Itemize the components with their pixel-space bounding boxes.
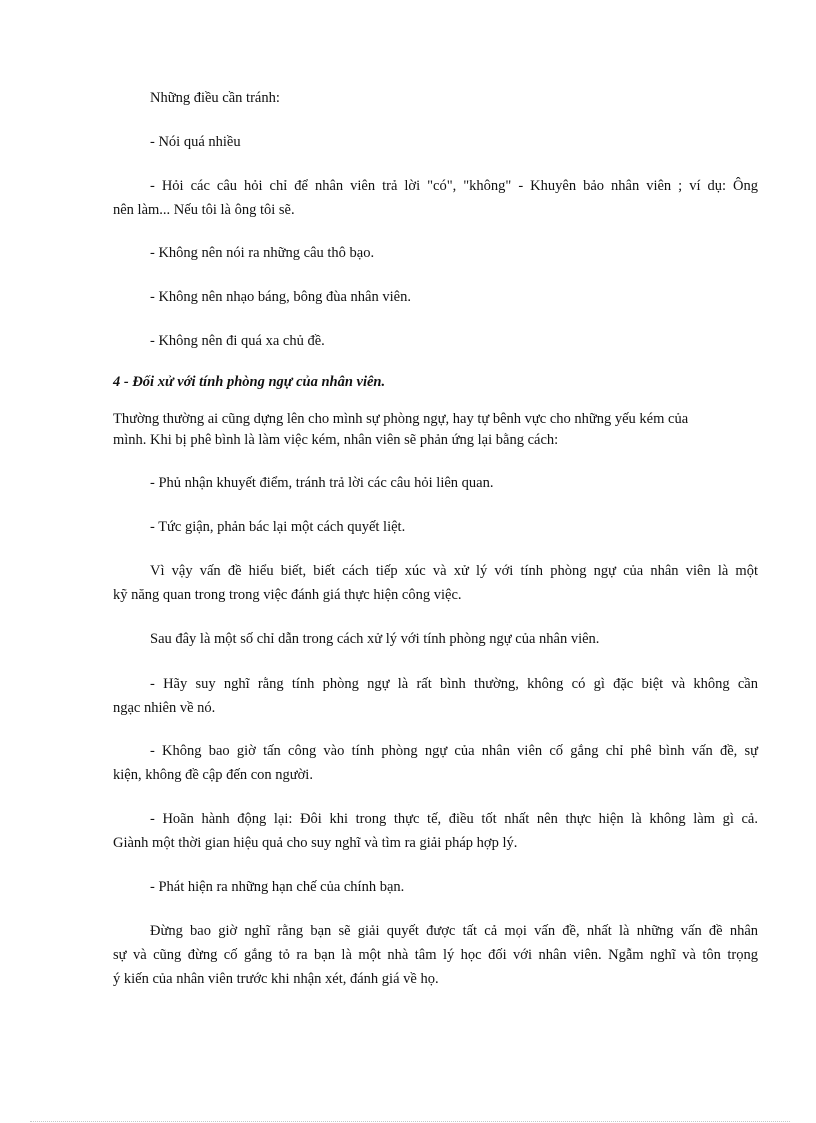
guide-item-3-line-1: - Hoãn hành động lại: Đôi khi trong thực tế, điều tốt nhất nên thực hiện là không làm gì cả.	[150, 811, 758, 827]
skill-paragraph-line-2: kỹ năng quan trong trong việc đánh giá thực hiện công việc.	[113, 587, 462, 603]
reaction-item-2: - Tức giận, phản bác lại một cách quyết liệt.	[150, 519, 406, 535]
avoid-item-2-line-2: nên làm... Nếu tôi là ông tôi sẽ.	[113, 202, 295, 218]
section-intro-line-1: Thường thường ai cũng dựng lên cho mình sự phòng ngự, hay tự bênh vực cho những yếu kém của	[113, 411, 689, 427]
avoid-item-1: - Nói quá nhiều	[150, 134, 241, 150]
guide-item-1-line-2: ngạc nhiên về nó.	[113, 700, 216, 716]
closing-paragraph-line-1: Đừng bao giờ nghĩ rằng bạn sẽ giải quyết được tất cả mọi vấn đề, nhất là những vấn đề nhân	[150, 923, 758, 939]
page-bottom-rule	[30, 1121, 790, 1122]
reaction-item-1: - Phủ nhận khuyết điểm, tránh trả lời các câu hỏi liên quan.	[150, 475, 494, 491]
guide-item-2-line-1: - Không bao giờ tấn công vào tính phòng ngự của nhân viên cố gắng chỉ phê bình vấn đề, sự	[150, 743, 758, 759]
avoid-item-4: - Không nên nhạo báng, bông đùa nhân viên.	[150, 289, 411, 305]
guide-item-2-line-2: kiện, không đề cập đến con người.	[113, 767, 313, 783]
guide-item-3-line-2: Giành một thời gian hiệu quả cho suy nghĩ và tìm ra giải pháp hợp lý.	[113, 835, 518, 851]
avoid-item-3: - Không nên nói ra những câu thô bạo.	[150, 245, 375, 261]
avoid-item-2-line-1: - Hỏi các câu hỏi chỉ để nhân viên trả lời "có", "không" - Khuyên bảo nhân viên ; ví dụ: Ông	[150, 178, 758, 194]
section-heading: 4 - Đối xử với tính phòng ngự của nhân viên.	[113, 374, 386, 390]
guidance-intro: Sau đây là một số chỉ dẫn trong cách xử lý với tính phòng ngự của nhân viên.	[150, 631, 600, 647]
avoid-intro: Những điều cần tránh:	[150, 90, 280, 106]
closing-paragraph-line-2: sự và cũng đừng cố gắng tỏ ra bạn là một nhà tâm lý học đối với nhân viên. Ngẫm nghĩ và tôn trọng	[113, 947, 758, 963]
guide-item-1-line-1: - Hãy suy nghĩ rằng tính phòng ngự là rất bình thường, không có gì đặc biệt và không cần	[150, 676, 758, 692]
closing-paragraph-line-3: ý kiến của nhân viên trước khi nhận xét, đánh giá về họ.	[113, 971, 439, 987]
section-intro-line-2: mình. Khi bị phê bình là làm việc kém, nhân viên sẽ phản ứng lại bằng cách:	[113, 432, 559, 448]
skill-paragraph-line-1: Vì vậy vấn đề hiểu biết, biết cách tiếp xúc và xử lý với tính phòng ngự của nhân viên là một	[150, 563, 758, 579]
guide-item-4: - Phát hiện ra những hạn chế của chính bạn.	[150, 879, 405, 895]
avoid-item-5: - Không nên đi quá xa chủ đề.	[150, 333, 325, 349]
